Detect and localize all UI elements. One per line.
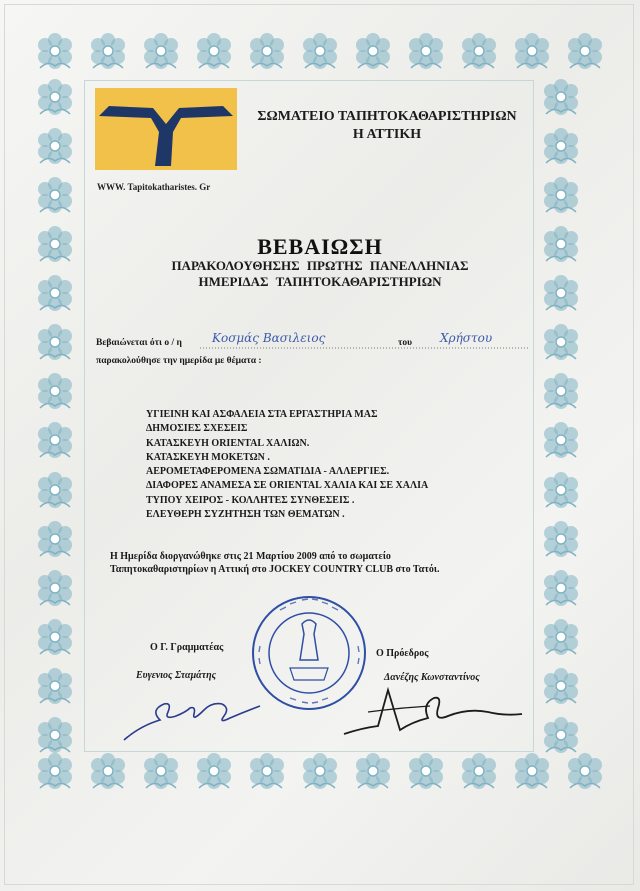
topic-item: ΚΑΤΑΣΚΕΥΗ ORIENTAL ΧΑΛΙΩΝ. xyxy=(146,437,310,449)
border-flower-ornament xyxy=(540,518,582,560)
border-flower-ornament xyxy=(34,518,76,560)
border-flower-ornament xyxy=(540,321,582,363)
topic-item: ΚΑΤΑΣΚΕΥΗ ΜΟΚΕΤΩΝ . xyxy=(146,451,270,463)
border-flower-ornament xyxy=(34,370,76,412)
border-flower-ornament xyxy=(540,665,582,707)
of-word: του xyxy=(398,338,413,348)
border-flower-ornament xyxy=(299,30,341,72)
border-flower-ornament xyxy=(540,223,582,265)
attended-text: παρακολούθησε την ημερίδα με θέματα : xyxy=(96,356,262,366)
border-top xyxy=(34,30,606,76)
border-flower-ornament xyxy=(34,174,76,216)
border-flower-ornament xyxy=(34,272,76,314)
organization-line-1: ΣΩΜΑΤΕΙΟ ΤΑΠΗΤΟΚΑΘΑΡΙΣΤΗΡΙΩΝ xyxy=(257,109,517,124)
attest-prefix: Βεβαιώνεται ότι ο / η xyxy=(96,338,182,348)
border-flower-ornament xyxy=(405,750,447,792)
organization-line-2: Η ΑΤΤΙΚΗ xyxy=(352,127,422,142)
border-flower-ornament xyxy=(511,30,553,72)
topic-item: ΔΗΜΟΣΙΕΣ ΣΧΕΣΕΙΣ xyxy=(146,423,248,435)
border-flower-ornament xyxy=(246,750,288,792)
secretary-signature xyxy=(120,686,270,746)
border-flower-ornament xyxy=(540,419,582,461)
border-flower-ornament xyxy=(511,750,553,792)
event-details-line-1: Η Ημερίδα διοργανώθηκε στις 21 Μαρτίου 2009 από το σωματείο xyxy=(110,551,391,562)
president-role: Ο Πρόεδρος xyxy=(376,648,429,659)
topic-item: ΑΕΡΟΜΕΤΑΦΕΡΟΜΕΝΑ ΣΩΜΑΤΙΔΙΑ - ΑΛΛΕΡΓΙΕΣ. xyxy=(146,466,390,478)
border-flower-ornament xyxy=(246,30,288,72)
border-flower-ornament xyxy=(405,30,447,72)
border-flower-ornament xyxy=(540,76,582,118)
event-details xyxy=(110,550,530,576)
border-flower-ornament xyxy=(564,750,606,792)
border-flower-ornament xyxy=(34,419,76,461)
organization-name xyxy=(242,108,532,144)
border-flower-ornament xyxy=(540,125,582,167)
website-text: WWW. Tapitokatharistes. Gr xyxy=(97,182,211,192)
border-flower-ornament xyxy=(34,665,76,707)
border-flower-ornament xyxy=(34,616,76,658)
border-flower-ornament xyxy=(352,30,394,72)
border-flower-ornament xyxy=(540,616,582,658)
border-right xyxy=(540,76,586,756)
border-flower-ornament xyxy=(87,750,129,792)
certificate-subtitle xyxy=(110,258,530,290)
topics-list xyxy=(146,408,428,522)
secretary-name: Ευγενιος Σταμάτης xyxy=(136,670,217,681)
border-flower-ornament xyxy=(140,750,182,792)
border-flower-ornament xyxy=(458,30,500,72)
recipient-name: Κοσμάς Βασιλειος xyxy=(212,331,326,345)
border-bottom xyxy=(34,750,606,796)
border-flower-ornament xyxy=(564,30,606,72)
subtitle-line-2: ΗΜΕΡΙΔΑΣ ΤΑΠΗΤΟΚΑΘΑΡΙΣΤΗΡΙΩΝ xyxy=(198,274,442,289)
border-flower-ornament xyxy=(458,750,500,792)
border-flower-ornament xyxy=(540,174,582,216)
president-signature xyxy=(338,678,528,748)
border-flower-ornament xyxy=(34,714,76,756)
border-flower-ornament xyxy=(34,469,76,511)
name-dotted-line xyxy=(200,344,530,352)
secretary-role: Ο Γ. Γραμματέας xyxy=(150,642,224,653)
father-name: Χρήστου xyxy=(440,331,493,345)
topic-item: ΕΛΕΥΘΕΡΗ ΣΥΖΗΤΗΣΗ ΤΩΝ ΘΕΜΑΤΩΝ . xyxy=(146,509,345,521)
subtitle-line-1: ΠΑΡΑΚΟΛΟΥΘΗΣΗΣ ΠΡΩΤΗΣ ΠΑΝΕΛΛΗΝΙΑΣ xyxy=(171,258,469,273)
certificate-title: ΒΕΒΑΙΩΣΗ xyxy=(257,234,383,259)
border-flower-ornament xyxy=(34,321,76,363)
border-flower-ornament xyxy=(540,469,582,511)
border-flower-ornament xyxy=(299,750,341,792)
border-flower-ornament xyxy=(540,370,582,412)
topic-item: ΥΓΙΕΙΝΗ ΚΑΙ ΑΣΦΑΛΕΙΑ ΣΤΑ ΕΡΓΑΣΤΗΡΙΑ ΜΑΣ xyxy=(146,409,378,420)
border-flower-ornament xyxy=(193,750,235,792)
border-flower-ornament xyxy=(34,223,76,265)
topic-item: ΔΙΑΦΟΡΕΣ ΑΝΑΜΕΣΑ ΣΕ ORIENTAL ΧΑΛΙΑ ΚΑΙ ΣΕ ΧΑΛΙΑ xyxy=(146,480,429,492)
border-flower-ornament xyxy=(34,567,76,609)
border-flower-ornament xyxy=(34,750,76,792)
border-flower-ornament xyxy=(540,272,582,314)
border-flower-ornament xyxy=(540,714,582,756)
border-flower-ornament xyxy=(352,750,394,792)
president-name: Δανέζης Κωνσταντίνος xyxy=(384,672,480,683)
event-details-line-2: Ταπητοκαθαριστηρίων η Αττική στο JOCKEY COUNTRY CLUB στο Τατόι. xyxy=(110,564,440,575)
border-flower-ornament xyxy=(140,30,182,72)
border-flower-ornament xyxy=(193,30,235,72)
border-flower-ornament xyxy=(34,125,76,167)
border-left xyxy=(34,76,80,756)
border-flower-ornament xyxy=(540,567,582,609)
topic-item: ΤΥΠΟΥ ΧΕΙΡΟΣ - ΚΟΛΛΗΤΕΣ ΣΥΝΘΕΣΕΙΣ . xyxy=(146,494,355,506)
border-flower-ornament xyxy=(34,30,76,72)
border-flower-ornament xyxy=(34,76,76,118)
organization-logo xyxy=(95,88,237,170)
border-flower-ornament xyxy=(87,30,129,72)
